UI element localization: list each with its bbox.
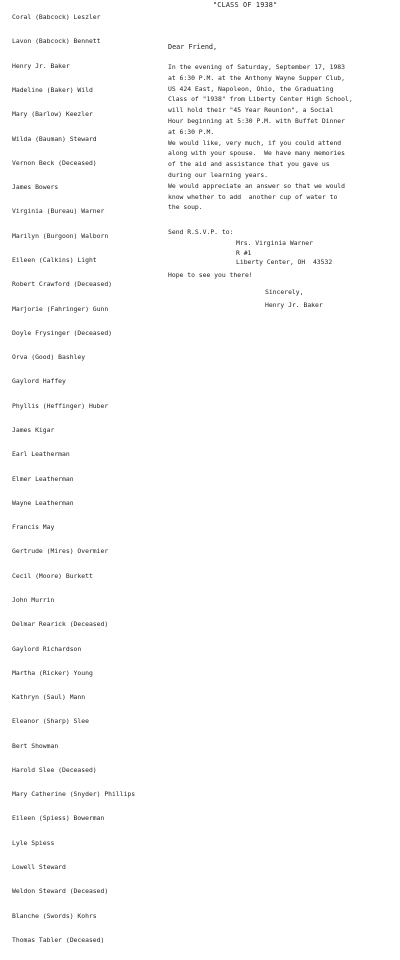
- classmate-name: Henry Jr. Baker: [12, 61, 70, 70]
- letter-line: along with your spouse. We have many memories: [168, 149, 345, 158]
- classmate-name: Kathryn (Saul) Mann: [12, 693, 86, 702]
- letter-body: [168, 62, 398, 213]
- classmate-name: Coral (Babcock) Leszler: [12, 13, 101, 22]
- classmate-name: Gaylord Haffey: [12, 377, 66, 386]
- letter-line: know whether to add another cup of water to: [168, 192, 338, 201]
- classmate-name: Eileen (Spiess) Bowerman: [12, 814, 105, 823]
- classmate-name: Martha (Ricker) Young: [12, 668, 93, 677]
- classmate-name: Harold Slee (Deceased): [12, 765, 97, 774]
- classmate-name: Marilyn (Burgoon) Walborn: [12, 231, 109, 240]
- classmate-name: Marjorie (Fahringer) Gunn: [12, 304, 109, 313]
- salutation: Dear Friend,: [168, 43, 218, 51]
- rsvp-address: [236, 239, 332, 268]
- address-line: Mrs. Virginia Warner: [236, 239, 313, 247]
- classmate-name: Gaylord Richardson: [12, 644, 82, 653]
- letter-line: Class of "1938" from Liberty Center High School,: [168, 95, 353, 104]
- classmate-name: Lavon (Babcock) Bennett: [12, 37, 101, 46]
- classmate-name: Doyle Frysinger (Deceased): [12, 328, 113, 337]
- classmate-name: Francis May: [12, 523, 55, 532]
- classmate-name: Eleanor (Sharp) Slee: [12, 717, 89, 726]
- letter-line: at 6:30 P.M. at the Anthony Wayne Supper Club,: [168, 73, 345, 82]
- classmate-name: Phyllis (Heffinger) Huber: [12, 401, 109, 410]
- classmate-name: Orva (Good) Bashley: [12, 353, 86, 362]
- letter-line: the soup.: [168, 203, 203, 212]
- classmate-name: Weldon Steward (Deceased): [12, 887, 109, 896]
- classmate-name: James Bowers: [12, 183, 59, 192]
- classmate-name: Bert Showman: [12, 741, 59, 750]
- classmate-name: Madeline (Baker) Wild: [12, 86, 93, 95]
- classmate-name: Lyle Spiess: [12, 838, 55, 847]
- classmate-name: Mary (Barlow) Keezler: [12, 110, 93, 119]
- letter-line: We would like, very much, if you could attend: [168, 138, 342, 147]
- closing-wish: Hope to see you there!: [168, 271, 253, 279]
- address-line: R #1: [236, 248, 252, 257]
- signature: Henry Jr. Baker: [265, 300, 323, 309]
- classmate-name: Delmar Rearick (Deceased): [12, 620, 109, 629]
- letter-line: We would appreciate an answer so that we would: [168, 181, 345, 190]
- address-line: Liberty Center, OH 43532: [236, 258, 333, 267]
- closing-block: [265, 286, 323, 311]
- classmate-name: Mary Catherine (Snyder) Phillips: [12, 790, 136, 799]
- classmate-name: Wilda (Bauman) Steward: [12, 134, 97, 143]
- rsvp-line: Send R.S.V.P. to:: [168, 228, 234, 236]
- classmate-name: Robert Crawford (Deceased): [12, 280, 113, 289]
- classmate-name: Wayne Leatherman: [12, 498, 74, 507]
- classmate-name: Earl Leatherman: [12, 450, 70, 459]
- classmate-name: Cecil (Moore) Burkett: [12, 571, 93, 580]
- letter-line: will hold their "45 Year Reunion", a Social: [168, 106, 334, 115]
- classmate-name: Gertrude (Mires) Overmier: [12, 547, 109, 556]
- letter-line: during our learning years.: [168, 170, 269, 179]
- classmate-name: Vernon Beck (Deceased): [12, 158, 97, 167]
- letter-line: at 6:30 P.M.: [168, 127, 215, 136]
- classmate-name: John Murrin: [12, 595, 55, 604]
- classmate-name: Lowell Steward: [12, 863, 66, 872]
- closing-word: Sincerely,: [265, 288, 304, 296]
- classmate-name: Eileen (Calkins) Light: [12, 256, 97, 264]
- classmate-name: Thomas Tabler (Deceased): [12, 935, 105, 944]
- classmate-name: James Kigar: [12, 425, 55, 434]
- letter-line: US 424 East, Napoleon, Ohio, the Graduating: [168, 84, 334, 93]
- classmate-list: [12, 0, 162, 960]
- classmate-name: Blanche (Swords) Kohrs: [12, 911, 97, 920]
- letter-line: In the evening of Saturday, September 17, 1983: [168, 63, 345, 71]
- classmate-name: Virginia (Bureau) Warner: [12, 207, 105, 216]
- class-title: "CLASS OF 1938": [213, 1, 278, 9]
- classmate-name: Elmer Leatherman: [12, 474, 74, 483]
- letter-line: of the aid and assistance that you gave us: [168, 160, 330, 169]
- letter-line: Hour beginning at 5:30 P.M. with Buffet Dinner: [168, 116, 345, 125]
